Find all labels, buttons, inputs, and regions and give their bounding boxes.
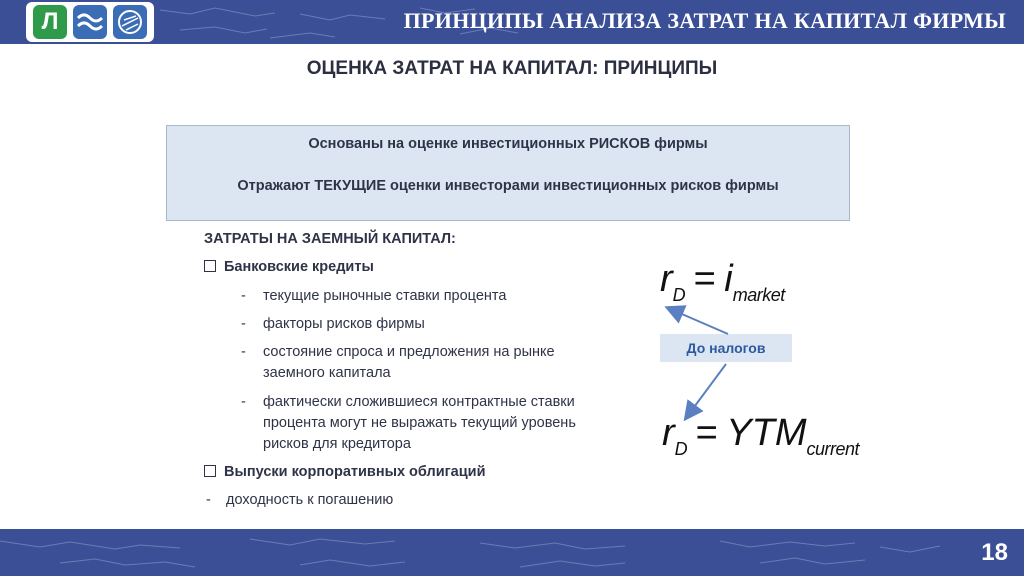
arrow-up-icon [668,308,728,334]
bank-loans-label: Банковские кредиты [224,259,374,275]
bonds-label: Выпуски корпоративных облигаций [224,464,486,480]
footer-wave-pattern [0,529,1024,576]
dash-marker: - [241,316,246,332]
dash-marker: - [206,492,211,508]
dash-marker: - [241,394,246,410]
dash-marker: - [241,288,246,304]
page-number: 18 [981,539,1008,566]
formula-symbol: r [662,412,675,454]
principle-1: Основаны на оценке инвестиционных РИСКОВ фирмы [308,136,708,152]
list-item-text: доходность к погашению [226,492,394,508]
formula-symbol: i [724,258,733,300]
list-item-text: состояние спроса и предложения на рынке заемного капитала [263,344,555,381]
header-title: ПРИНЦИПЫ АНАЛИЗА ЗАТРАТ НА КАПИТАЛ ФИРМЫ [403,8,1006,33]
formula-subscript: market [732,285,785,305]
list-item-text: факторы рисков фирмы [263,316,425,332]
slide-title: ОЦЕНКА ЗАТРАТ НА КАПИТАЛ: ПРИНЦИПЫ [306,58,718,79]
footer-band [0,529,1024,576]
logo-letter: Л [41,8,59,35]
formula-subscript: current [806,439,860,459]
dash-marker: - [241,344,246,360]
before-tax-label: До налогов [660,334,792,362]
list-item-text: фактически сложившиеся контрактные ставки процента могут не выражать текущий уровень рисков для кредитора [263,394,576,452]
formula-symbol: r [660,258,673,300]
formula-symbol: YTM [726,412,807,454]
list-item-text: текущие рыночные ставки процента [263,288,507,304]
principle-2: Отражают ТЕКУЩИЕ оценки инвесторами инвестиционных рисков фирмы [237,178,779,194]
section-heading: ЗАТРАТЫ НА ЗАЕМНЫЙ КАПИТАЛ: [204,231,456,247]
formula-equals: = [693,258,716,300]
arrow-down-icon [686,364,726,418]
formula-equals: = [695,412,718,454]
formula-subscript: D [672,285,686,305]
formula-subscript: D [674,439,688,459]
